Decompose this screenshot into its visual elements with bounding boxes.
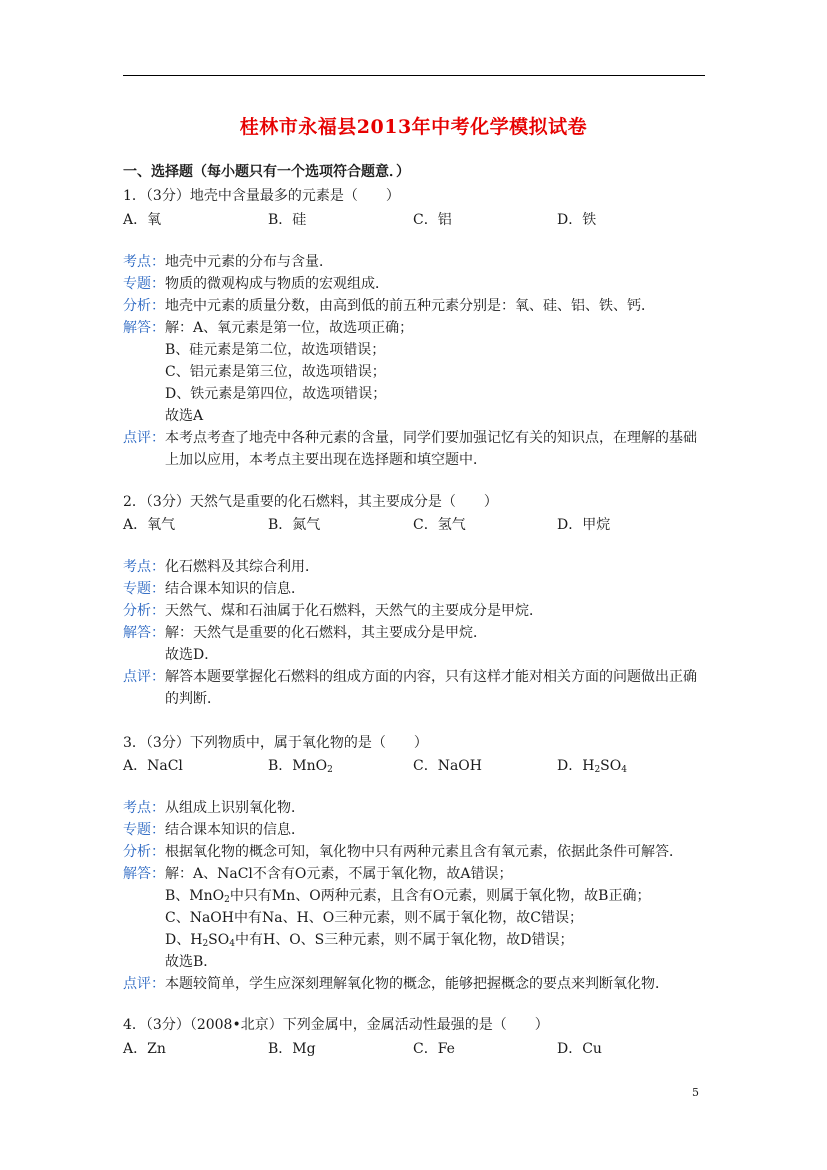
- section-title: 一、选择题（每小题只有一个选项符合题意．）: [123, 164, 410, 180]
- q2-option-d: D．甲烷: [557, 517, 611, 533]
- q3-dianping: [123, 975, 669, 993]
- label-dianping: 点评：: [123, 669, 165, 685]
- q1-zhuanti: [123, 275, 389, 293]
- q1-jieda-line-4: D、铁元素是第四位，故选项错误；: [165, 386, 387, 402]
- page-number: 5: [692, 1086, 699, 1099]
- q2-fenxi: [123, 602, 543, 620]
- q1-jieda-line-3: C、铝元素是第三位，故选项错误；: [165, 364, 386, 380]
- q3-dianping-text: 本题较简单，学生应深刻理解氧化物的概念，能够把握概念的要点来判断氧化物．: [165, 976, 669, 992]
- q3-kaodian-text: 从组成上识别氧化物．: [165, 800, 305, 816]
- q3-option-d: D．$H_2SO_4$: [557, 758, 627, 775]
- q3-jieda-line-5: 故选B．: [165, 954, 218, 970]
- q1-jieda: [123, 319, 413, 337]
- q2-jieda-line-2: 故选D．: [165, 647, 219, 663]
- q3-fenxi-text: 根据氧化物的概念可知，氧化物中只有两种元素且含有氧元素，依据此条件可解答．: [165, 844, 683, 860]
- q1-option-c: C．铝: [413, 212, 452, 228]
- q1-fenxi-text: 地壳中元素的质量分数，由高到低的前五种元素分别是：氧、硅、铝、铁、钙．: [165, 298, 655, 314]
- label-jieda: 解答：: [123, 866, 165, 882]
- q3-option-a: A．NaCl: [123, 758, 183, 774]
- q2-option-a: A．氧气: [123, 517, 176, 533]
- q1-option-b: B．硅: [268, 212, 307, 228]
- q2-dianping: [123, 666, 705, 710]
- label-jieda: 解答：: [123, 320, 165, 336]
- q1-fenxi: [123, 297, 655, 315]
- q2-zhuanti: [123, 580, 305, 598]
- q2-option-c: C．氢气: [413, 517, 466, 533]
- q3-option-b: B．MnO$_2$: [268, 758, 333, 775]
- q3-jieda-line-1: 解：A、NaCl不含有O元素，不属于氧化物，故A错误；: [165, 866, 513, 882]
- q1-jieda-line-2: B、硅元素是第二位，故选项错误；: [165, 342, 386, 358]
- q4-option-a: A．Zn: [123, 1041, 166, 1057]
- label-zhuanti: 专题：: [123, 581, 165, 597]
- label-kaodian: 考点：: [123, 800, 165, 816]
- question-1-stem: 1．（3分）地壳中含量最多的元素是（ ）: [123, 188, 400, 204]
- q3-zhuanti: [123, 821, 305, 839]
- page-title: 桂林市永福县2013年中考化学模拟试卷: [239, 116, 588, 138]
- q1-jieda-line-5: 故选A: [165, 408, 204, 424]
- q2-kaodian-text: 化石燃料及其综合利用．: [165, 559, 319, 575]
- question-3-stem: 3．（3分）下列物质中，属于氧化物的是（ ）: [123, 735, 428, 751]
- label-zhuanti: 专题：: [123, 276, 165, 292]
- q1-option-a: A．氧: [123, 212, 162, 228]
- q3-kaodian: [123, 799, 305, 817]
- q2-option-b: B．氮气: [268, 517, 321, 533]
- label-fenxi: 分析：: [123, 298, 165, 314]
- q1-kaodian: [123, 253, 333, 271]
- label-dianping: 点评：: [123, 430, 165, 446]
- q2-kaodian: [123, 558, 319, 576]
- q2-jieda: [123, 624, 487, 642]
- q1-zhuanti-text: 物质的微观构成与物质的宏观组成．: [165, 276, 389, 292]
- q3-jieda-line-3: C、NaOH中有Na、H、O三种元素，则不属于氧化物，故C错误；: [165, 910, 583, 926]
- q4-option-d: D．Cu: [557, 1041, 602, 1057]
- q3-zhuanti-text: 结合课本知识的信息．: [165, 822, 305, 838]
- q3-option-c: C．NaOH: [413, 758, 482, 774]
- q1-dianping-text: 本考点考查了地壳中各种元素的含量，同学们要加强记忆有关的知识点，在理解的基础上加以应用，本考点主要出现在选择题和填空题中．: [165, 430, 697, 468]
- q1-option-d: D．铁: [557, 212, 597, 228]
- q1-kaodian-text: 地壳中元素的分布与含量．: [165, 254, 333, 270]
- question-4-stem: 4．（3分）（2008•北京）下列金属中，金属活动性最强的是（ ）: [123, 1017, 549, 1033]
- q4-option-c: C．Fe: [413, 1041, 455, 1057]
- q2-jieda-line-1: 解：天然气是重要的化石燃料，其主要成分是甲烷．: [165, 625, 487, 641]
- q2-dianping-text: 解答本题要掌握化石燃料的组成方面的内容，只有这样才能对相关方面的问题做出正确的判断．: [165, 669, 697, 707]
- label-kaodian: 考点：: [123, 559, 165, 575]
- label-fenxi: 分析：: [123, 603, 165, 619]
- q1-jieda-line-1: 解：A、氧元素是第一位，故选项正确；: [165, 320, 414, 336]
- label-jieda: 解答：: [123, 625, 165, 641]
- q3-fenxi: [123, 843, 683, 861]
- q2-fenxi-text: 天然气、煤和石油属于化石燃料，天然气的主要成分是甲烷．: [165, 603, 543, 619]
- label-dianping: 点评：: [123, 976, 165, 992]
- q1-dianping: [123, 427, 705, 471]
- label-zhuanti: 专题：: [123, 822, 165, 838]
- q3-jieda: [123, 865, 512, 883]
- q4-option-b: B．Mg: [268, 1041, 316, 1057]
- header-rule: [123, 75, 705, 76]
- question-2-stem: 2．（3分）天然气是重要的化石燃料，其主要成分是（ ）: [123, 494, 498, 510]
- q3-jieda-line-2: B、MnO$_2$中只有Mn、O两种元素，且含有O元素，则属于氧化物，故B正确；: [165, 888, 651, 905]
- q2-zhuanti-text: 结合课本知识的信息．: [165, 581, 305, 597]
- label-fenxi: 分析：: [123, 844, 165, 860]
- label-kaodian: 考点：: [123, 254, 165, 270]
- q3-jieda-line-4: D、$H_2SO_4$中有H、O、S三种元素，则不属于氧化物，故D错误；: [165, 932, 574, 949]
